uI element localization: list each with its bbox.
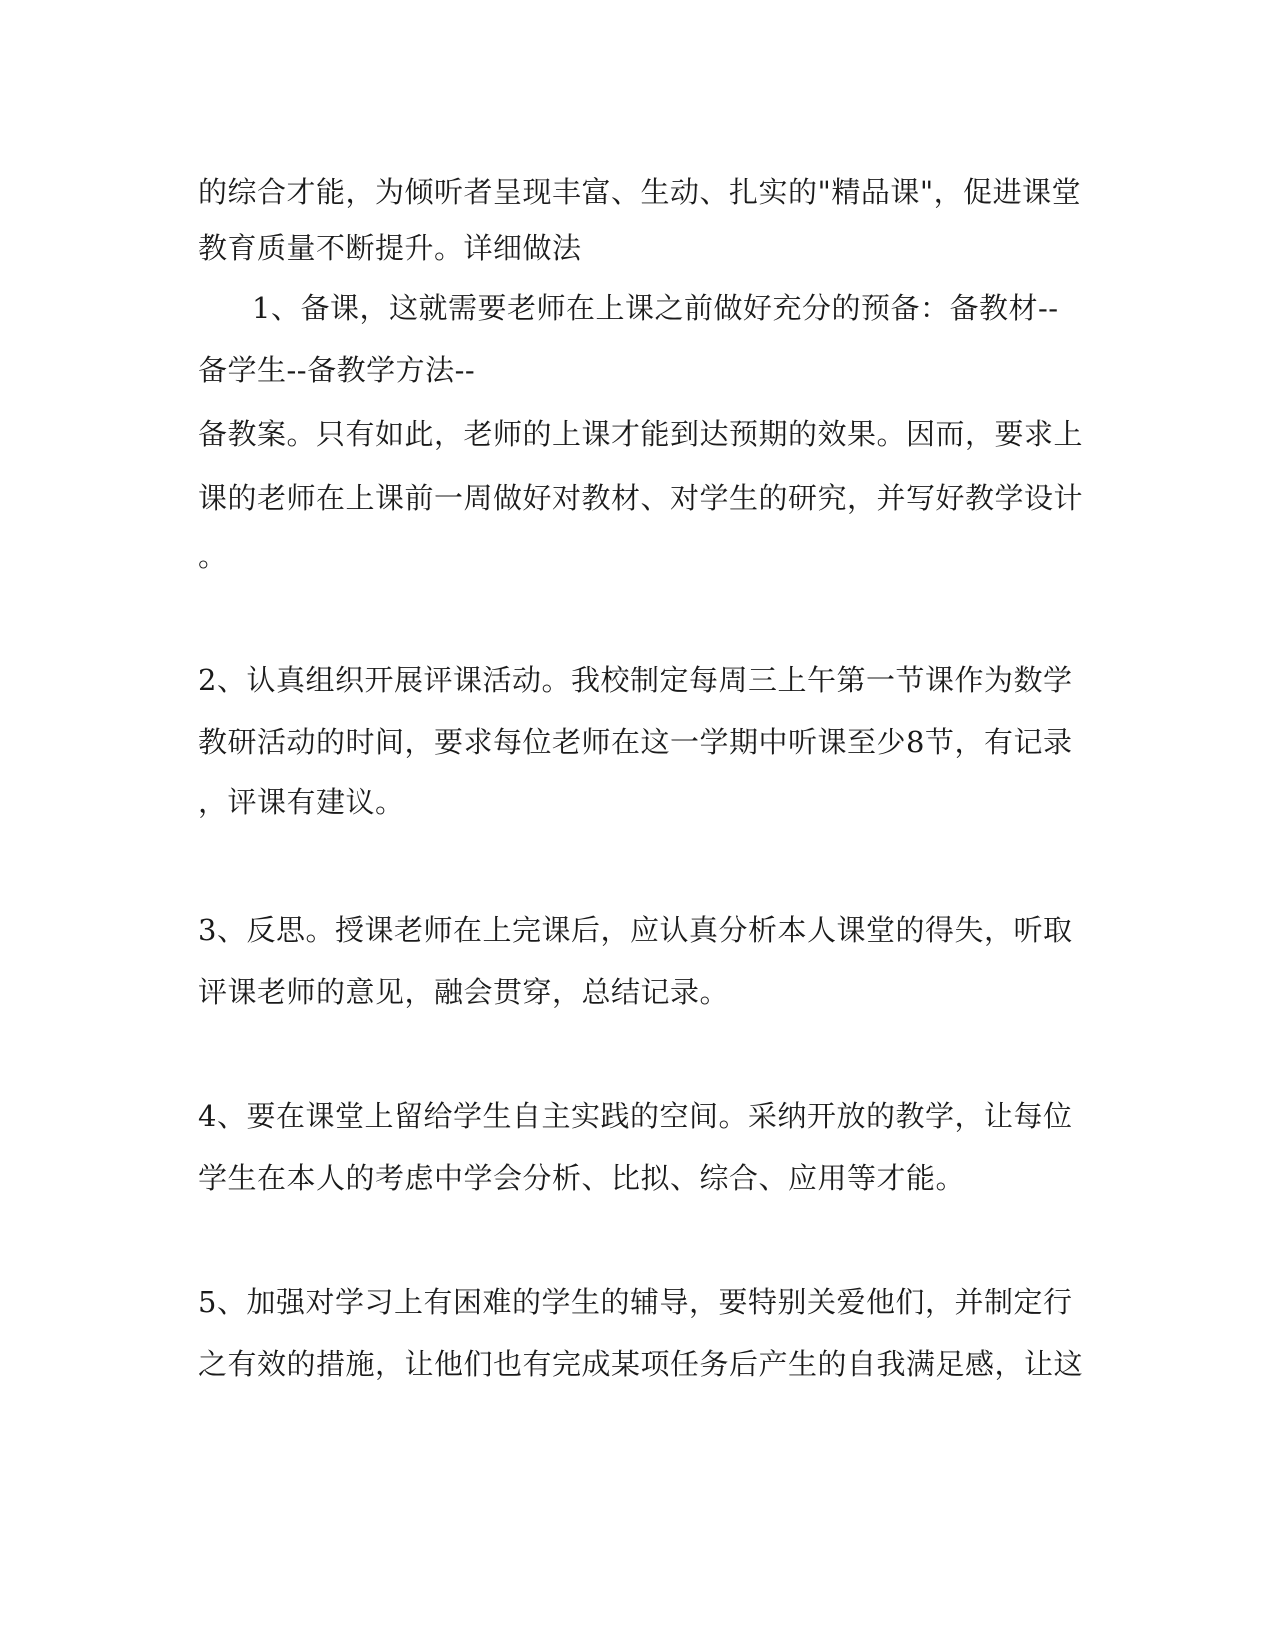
list-item-2-line: 教研活动的时间，要求每位老师在这一学期中听课至少8节，有记录 — [198, 725, 1073, 759]
list-item-1-line: 。 — [198, 539, 228, 573]
list-item-5-line: 之有效的措施，让他们也有完成某项任务后产生的自我满足感，让这 — [198, 1347, 1084, 1381]
list-item-1-line: 备学生--备教学方法-- — [198, 353, 476, 387]
list-item-5-line: 5、加强对学习上有困难的学生的辅导，要特别关爱他们，并制定行 — [198, 1285, 1073, 1319]
paragraph-line: 的综合才能，为倾听者呈现丰富、生动、扎实的"精品课"，促进课堂 — [198, 175, 1082, 209]
list-item-4-line: 4、要在课堂上留给学生自主实践的空间。采纳开放的教学，让每位 — [198, 1099, 1073, 1133]
list-item-2-line: ，评课有建议。 — [198, 785, 405, 819]
list-item-3-line: 评课老师的意见，融会贯穿，总结记录。 — [198, 975, 730, 1009]
list-item-4-line: 学生在本人的考虑中学会分析、比拟、综合、应用等才能。 — [198, 1161, 966, 1195]
list-item-3-line: 3、反思。授课老师在上完课后，应认真分析本人课堂的得失，听取 — [198, 913, 1073, 947]
list-item-1-line: 1、备课，这就需要老师在上课之前做好充分的预备：备教材-- — [252, 291, 1059, 325]
list-item-2-line: 2、认真组织开展评课活动。我校制定每周三上午第一节课作为数学 — [198, 663, 1073, 697]
list-item-1-line: 备教案。只有如此，老师的上课才能到达预期的效果。因而，要求上 — [198, 417, 1084, 451]
paragraph-line: 教育质量不断提升。详细做法 — [198, 231, 582, 265]
list-item-1-line: 课的老师在上课前一周做好对教材、对学生的研究，并写好教学设计 — [198, 481, 1084, 515]
